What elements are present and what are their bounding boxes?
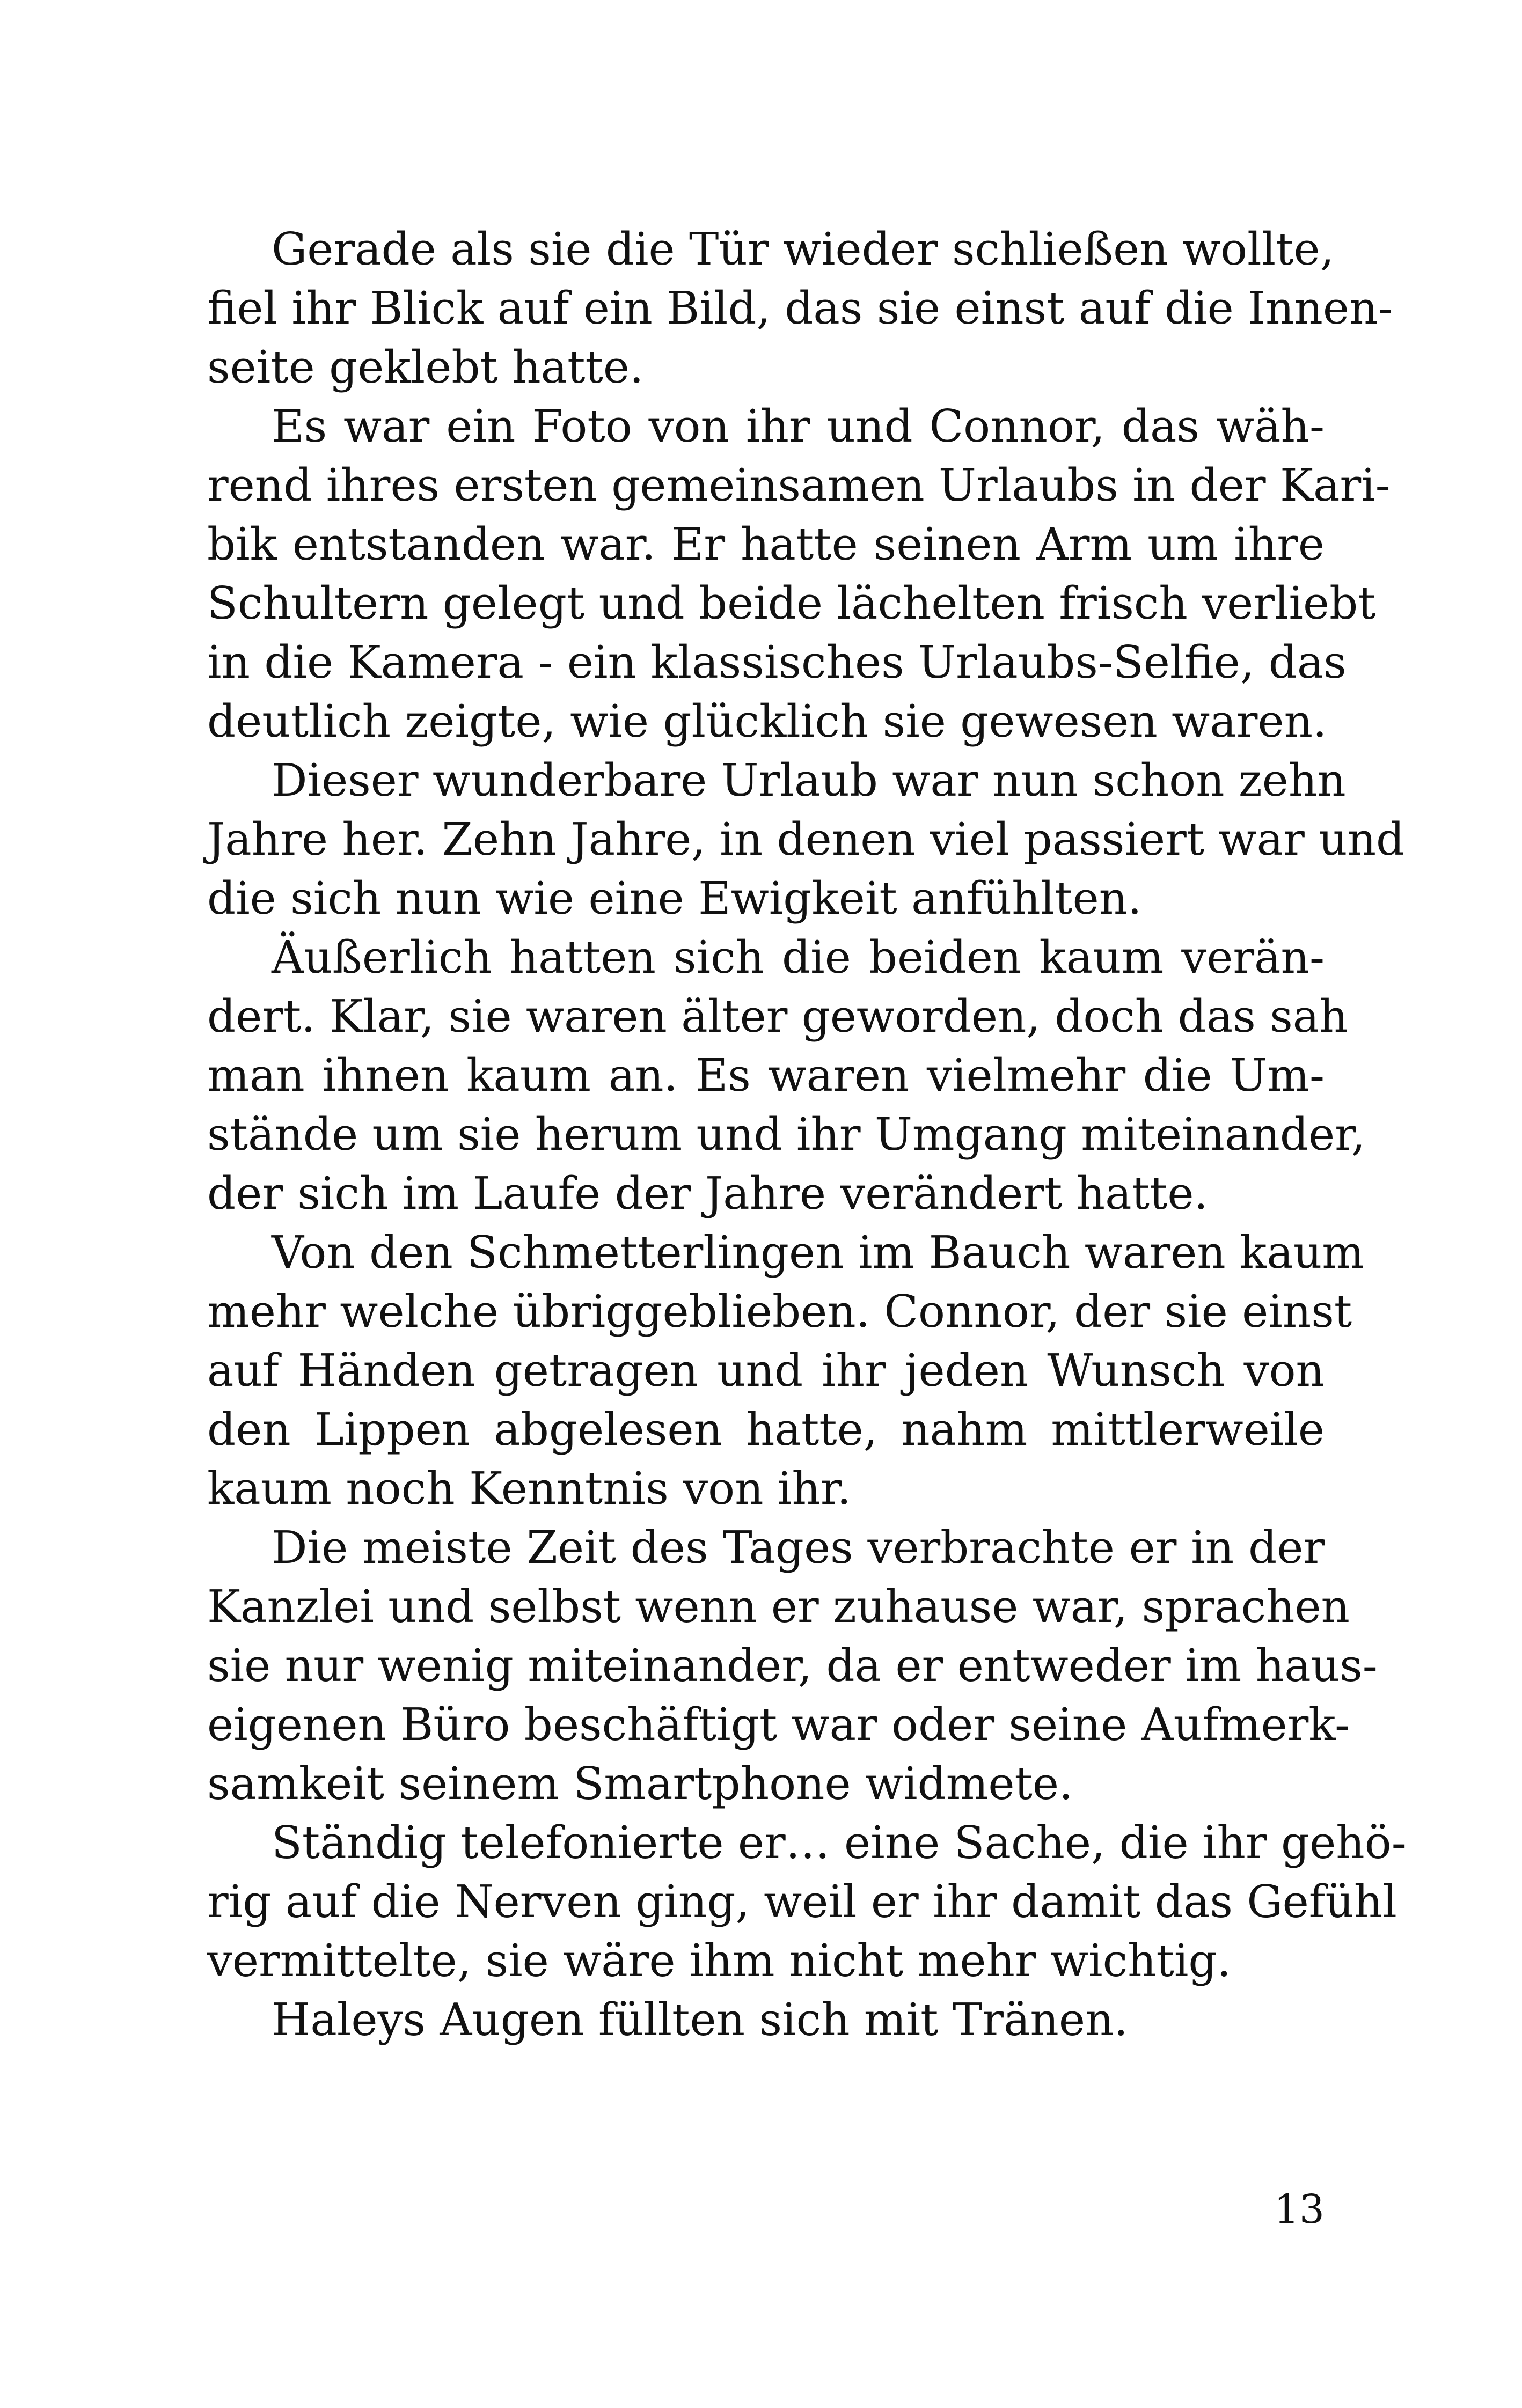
text-line: den Lippen abgelesen hatte, nahm mittlerweile [207,1404,1325,1456]
text-line: auf Händen getragen und ihr jeden Wunsch von [207,1345,1325,1397]
text-line: in die Kamera - ein klassisches Urlaubs-Selfie, das [207,636,1347,688]
text-line: die sich nun wie eine Ewigkeit anfühlten. [207,872,1142,924]
text-line: Von den Schmetterlingen im Bauch waren kaum [272,1227,1364,1279]
text-line: Äußerlich hatten sich die beiden kaum verän- [272,931,1325,983]
text-line: stände um sie herum und ihr Umgang miteinander, [207,1108,1366,1161]
text-line: Kanzlei und selbst wenn er zuhause war, sprachen [207,1581,1350,1633]
text-line: Gerade als sie die Tür wieder schließen wollte, [272,223,1335,275]
text-line: Es war ein Foto von ihr und Connor, das wäh- [272,400,1325,452]
text-line: kaum noch Kenntnis von ihr. [207,1463,851,1515]
text-line: mehr welche übriggeblieben. Connor, der sie einst [207,1286,1352,1338]
text-line: deutlich zeigte, wie glücklich sie gewesen waren. [207,695,1327,747]
text-line: man ihnen kaum an. Es waren vielmehr die Um- [207,1049,1325,1102]
text-line: bik entstanden war. Er hatte seinen Arm um ihre [207,518,1325,570]
text-line: Dieser wunderbare Urlaub war nun schon zehn [272,754,1346,806]
text-line: Haleys Augen füllten sich mit Tränen. [272,1994,1128,2046]
text-line: sie nur wenig miteinander, da er entweder im haus- [207,1640,1378,1692]
text-line: Schultern gelegt und beide lächelten frisch verliebt [207,577,1376,629]
text-line: Jahre her. Zehn Jahre, in denen viel passiert war und [207,813,1405,865]
text-line: vermittelte, sie wäre ihm nicht mehr wichtig. [207,1935,1231,1987]
text-line: der sich im Laufe der Jahre verändert hatte. [207,1168,1208,1220]
page-number: 13 [1274,2186,1325,2233]
text-line: eigenen Büro beschäftigt war oder seine Aufmerk- [207,1699,1350,1751]
text-line: dert. Klar, sie waren älter geworden, doch das sah [207,990,1348,1043]
text-line: Ständig telefonierte er… eine Sache, die ihr gehö- [272,1817,1407,1869]
text-line: rig auf die Nerven ging, weil er ihr damit das Gefühl [207,1876,1397,1928]
text-line: seite geklebt hatte. [207,341,644,393]
text-line: Die meiste Zeit des Tages verbrachte er in der [272,1522,1325,1574]
text-line: rend ihres ersten gemeinsamen Urlaubs in der Kari- [207,459,1391,511]
text-line: samkeit seinem Smartphone widmete. [207,1758,1073,1810]
text-line: fiel ihr Blick auf ein Bild, das sie einst auf die Innen- [207,282,1393,334]
